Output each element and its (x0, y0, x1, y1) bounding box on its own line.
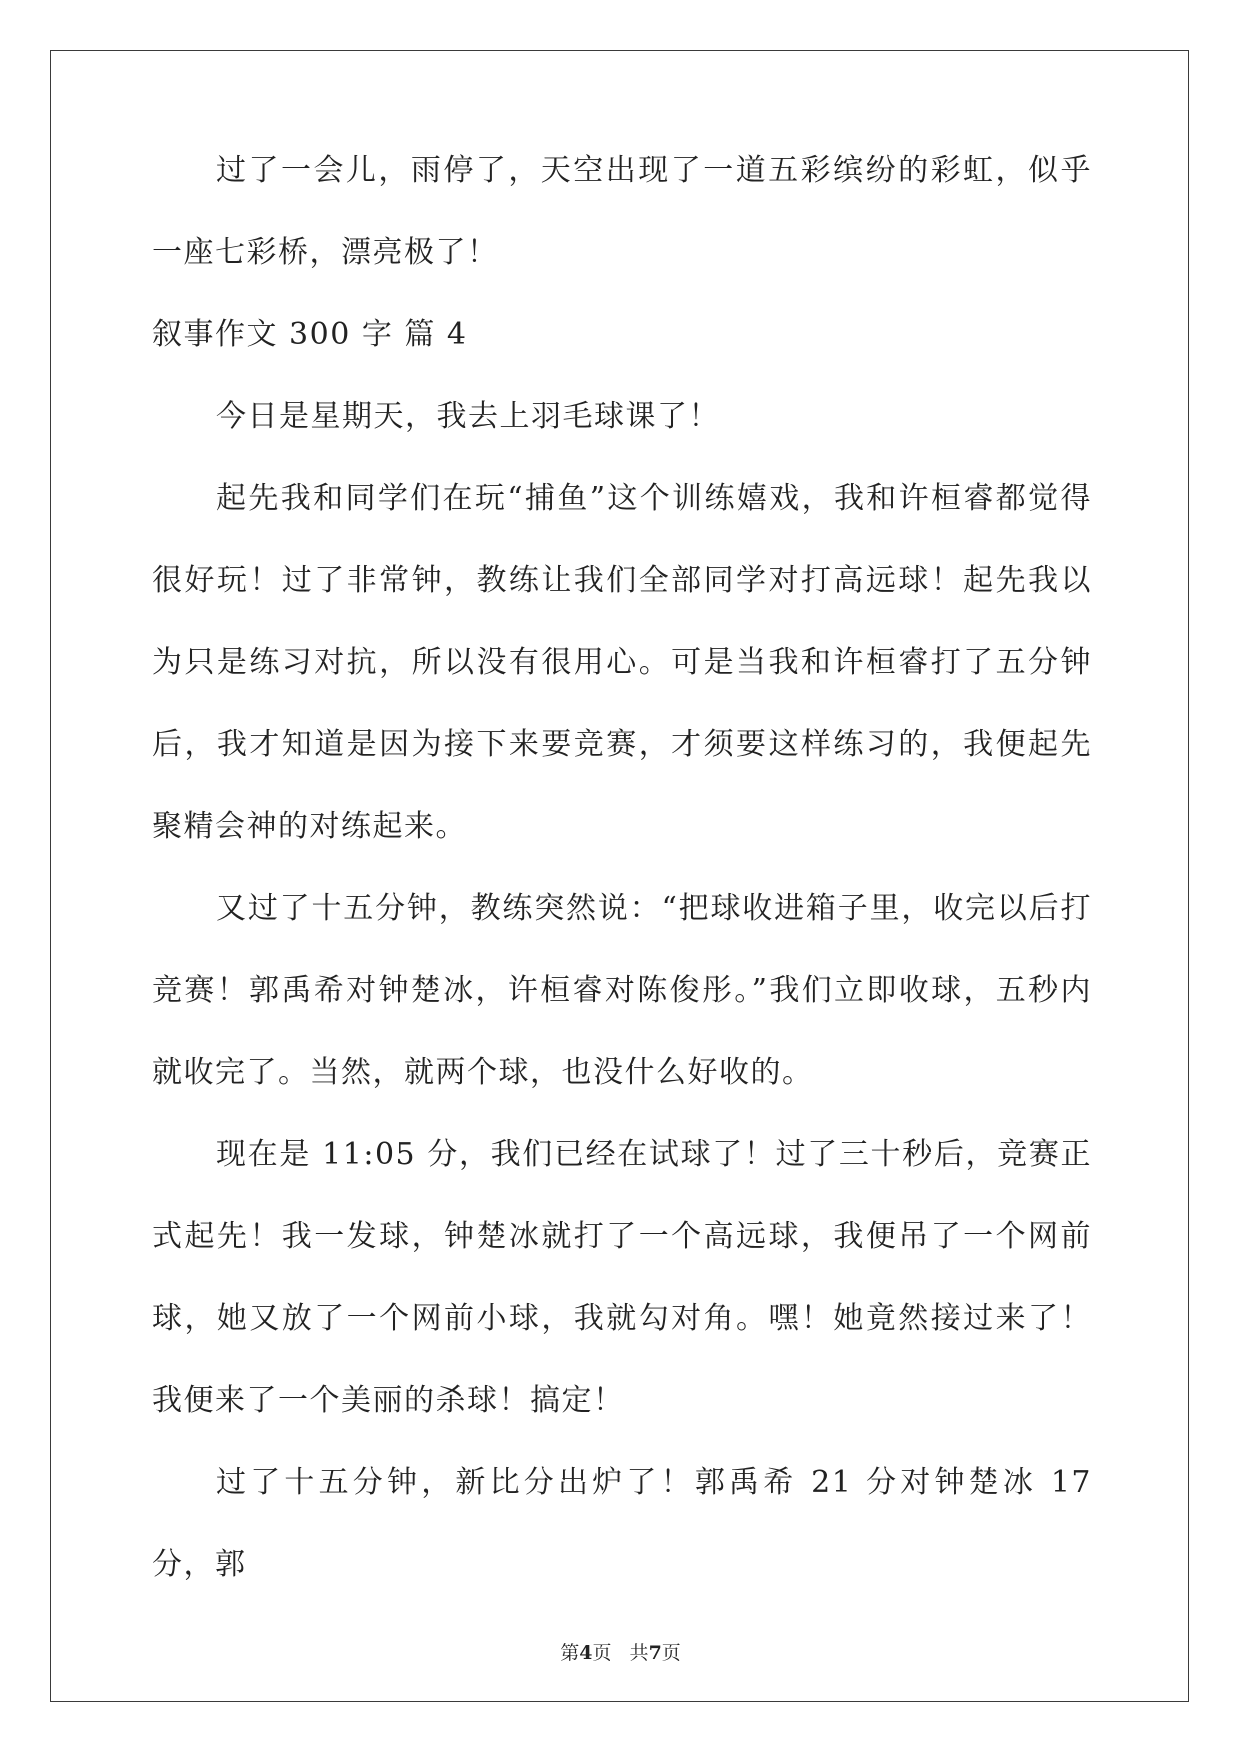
page-footer (0, 1638, 1241, 1665)
footer-mid: 页 共 (592, 1642, 649, 1664)
paragraph-1: 过了一会儿，雨停了，天空出现了一道五彩缤纷的彩虹，似乎一座七彩桥，漂亮极了！ (152, 153, 1092, 270)
footer-total-pages: 7 (648, 1642, 662, 1664)
paragraph-6: 过了十五分钟，新比分出炉了！郭禹希 21 分对钟楚冰 17 分，郭 (152, 1465, 1092, 1582)
paragraph-2: 今日是星期天，我去上羽毛球课了！ (216, 399, 720, 434)
footer-page-number: 4 (579, 1642, 593, 1664)
document-body (152, 130, 1092, 1606)
paragraph-4: 又过了十五分钟，教练突然说：“把球收进箱子里，收完以后打竞赛！郭禹希对钟楚冰，许桓睿对陈俊彤。”我们立即收球，五秒内就收完了。当然，就两个球，也没什么好收的。 (152, 891, 1092, 1090)
footer-suffix: 页 (661, 1642, 681, 1664)
section-heading: 叙事作文 300 字 篇 4 (152, 317, 468, 352)
footer-prefix: 第 (560, 1642, 580, 1664)
paragraph-5: 现在是 11:05 分，我们已经在试球了！过了三十秒后，竞赛正式起先！我一发球，钟楚冰就打了一个高远球，我便吊了一个网前球，她又放了一个网前小球，我就勾对角。嘿！她竟然接过来了！我便来了一个美丽的杀球！搞定！ (152, 1137, 1092, 1418)
paragraph-3: 起先我和同学们在玩“捕鱼”这个训练嬉戏，我和许桓睿都觉得很好玩！过了非常钟，教练让我们全部同学对打高远球！起先我以为只是练习对抗，所以没有很用心。可是当我和许桓睿打了五分钟后，我才知道是因为接下来要竞赛，才须要这样练习的，我便起先聚精会神的对练起来。 (152, 481, 1092, 844)
